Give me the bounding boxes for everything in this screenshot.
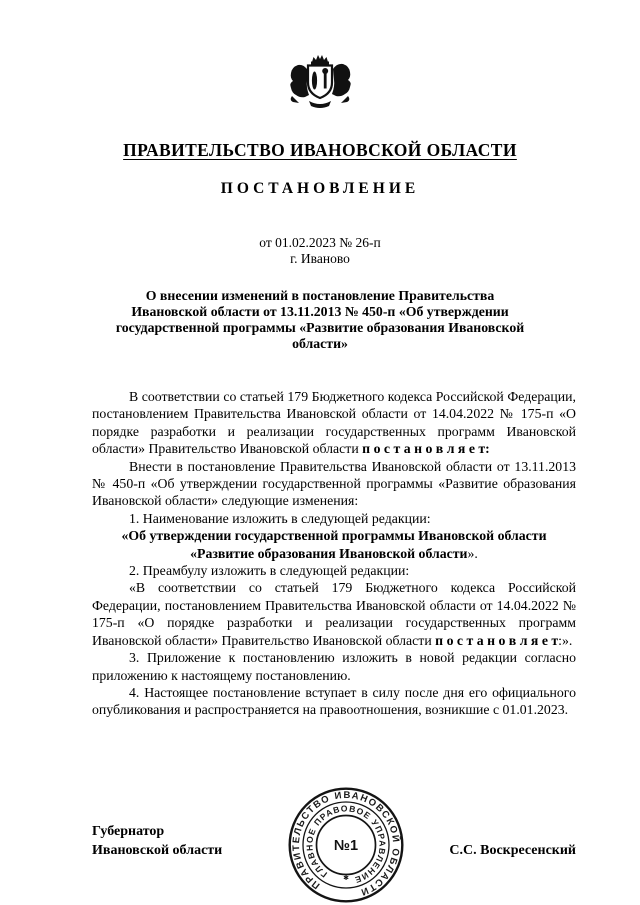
document-body: [92, 388, 576, 719]
paragraph-7: 3. Приложение к постановлению изложить в новой редакции согласно приложению к настоящему постановлению.: [92, 650, 576, 683]
signatory-position-line1: Губернатор: [92, 824, 165, 839]
paragraph-4-tail: ».: [467, 545, 478, 561]
paragraph-6: [92, 579, 576, 649]
seal-inner-ring-text: ГЛАВНОЕ ПРАВОВОЕ УПРАВЛЕНИЕ: [304, 803, 388, 886]
paragraph-8: 4. Настоящее постановление вступает в силу после дня его официального опубликования и распространяется на правоотношения, возникшие с 01.01.2023.: [92, 684, 576, 718]
city-line: г. Иваново: [290, 250, 350, 266]
org-name-heading: [0, 140, 640, 161]
seal-number: №1: [333, 838, 359, 854]
seal-separator-star: ✱: [343, 874, 349, 882]
seal-outer-ring-text: ПРАВИТЕЛЬСТВО ИВАНОВСКОЙ ОБЛАСТИ: [290, 789, 402, 898]
paragraph-4-bold: «Об утверждении государственной программы Ивановской области «Развитие образования Ивановской области: [121, 528, 547, 561]
paragraph-6-text: «В соответствии со статьей 179 Бюджетного кодекса Российской Федерации, постановлением Правительства Ивановской области от 14.04.2022 № 175-п «О порядке разработки и реализации государственных программ Ивановской области» Правительство Ивановской области: [92, 580, 576, 648]
document-title: О внесении изменений в постановление Правительства Ивановской области от 13.11.2013 № 450-п «Об утверждении государственной программы «Развитие образования Ивановской области»: [115, 288, 525, 351]
paragraph-6-resolves: п о с т а н о в л я е т: [435, 632, 559, 648]
date-block: [0, 235, 640, 266]
signatory-position: [92, 823, 222, 860]
date-number-line: от 01.02.2023 № 26-п: [259, 235, 381, 250]
paragraph-4: [92, 527, 576, 562]
paragraph-1: [92, 388, 576, 458]
paragraph-2: Внести в постановление Правительства Ивановской области от 13.11.2013 № 450-п «Об утверждении государственной программы «Развитие образования Ивановской области» следующие изменения:: [92, 458, 576, 509]
paragraph-6-tail: :».: [558, 632, 573, 648]
signatory-position-line2: Ивановской области: [92, 842, 223, 858]
paragraph-1-resolves: п о с т а н о в л я е т:: [362, 441, 490, 457]
signatory-name: С.С. Воскресенский: [449, 843, 576, 858]
doc-type-heading: ПОСТАНОВЛЕНИЕ: [220, 180, 420, 197]
official-seal-stamp: [287, 786, 405, 904]
org-name-text: ПРАВИТЕЛЬСТВО ИВАНОВСКОЙ ОБЛАСТИ: [123, 140, 517, 160]
coat-of-arms-icon: [280, 52, 360, 123]
paragraph-1-text: В соответствии со статьей 179 Бюджетного кодекса Российской Федерации, постановлением Правительства Ивановской области от 14.04.2022 № 175-п «О порядке разработки и реализации государственных программ Ивановской области» Правительство Ивановской области: [92, 389, 576, 457]
paragraph-3: 1. Наименование изложить в следующей редакции:: [129, 510, 431, 526]
paragraph-5: 2. Преамбулу изложить в следующей редакции:: [129, 563, 410, 579]
